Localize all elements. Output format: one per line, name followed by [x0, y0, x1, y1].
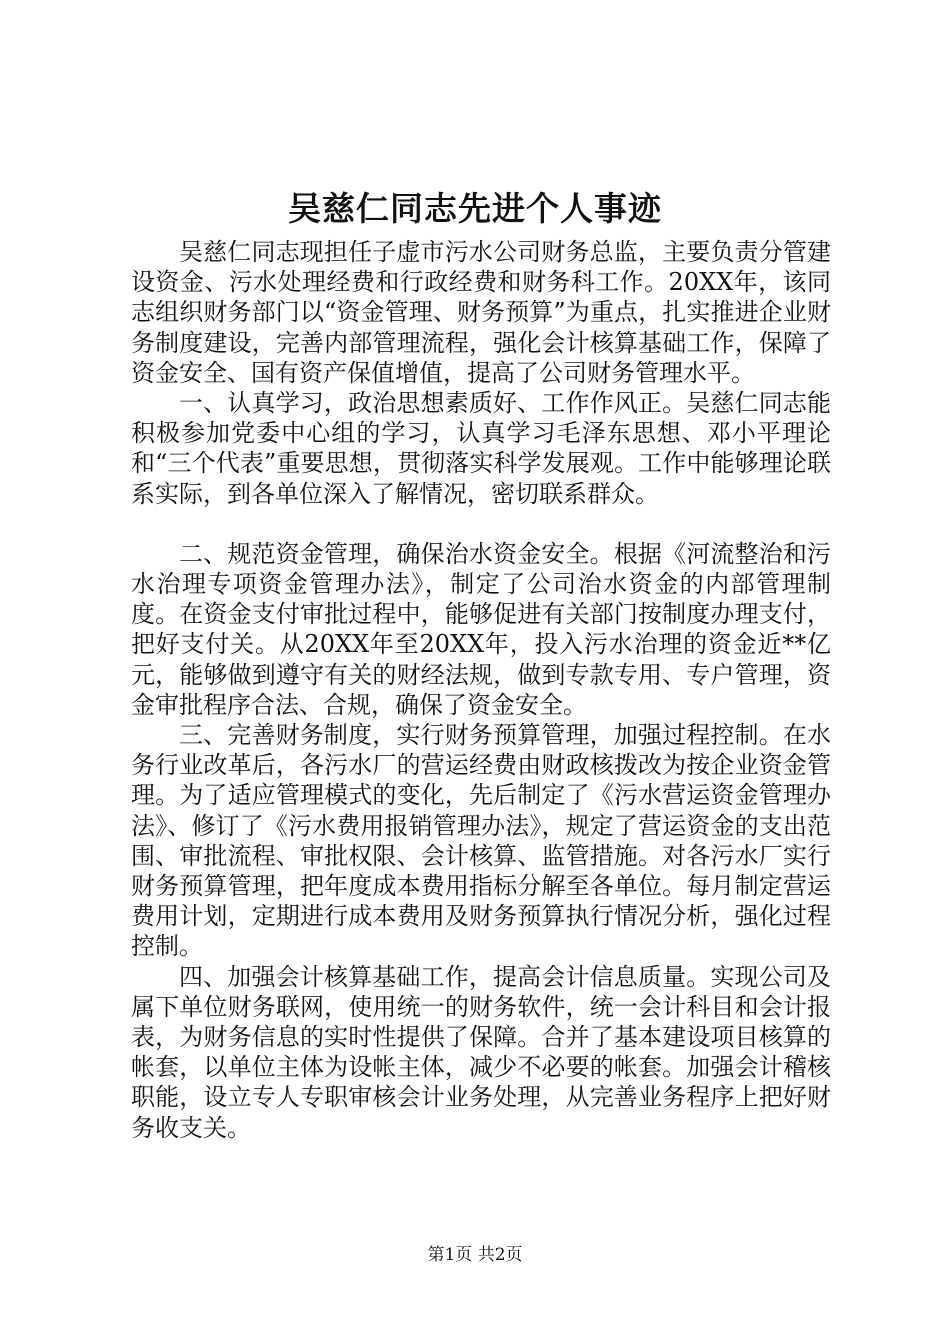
- section-2-paragraph: 二、规范资金管理，确保治水资金安全。根据《河流整治和污水治理专项资金管理办法》，制定了公司治水资金的内部管理制度。在资金支付审批过程中，能够促进有关部门按制度办理支付，把好支付关。从20XX年至20XX年，投入污水治理的资金近**亿元，能够做到遵守有关的财经法规，做到专款专用、专户管理，资金审批程序合法、合规，确保了资金安全。: [131, 539, 831, 719]
- section-4-paragraph: 四、加强会计核算基础工作，提高会计信息质量。实现公司及属下单位财务联网，使用统一的财务软件，统一会计科目和会计报表，为财务信息的实时性提供了保障。合并了基本建设项目核算的帐套，以单位主体为设帐主体，减少不必要的帐套。加强会计稽核职能，设立专人专职审核会计业务处理，从完善业务程序上把好财务收支关。: [131, 962, 831, 1142]
- document-body: [131, 237, 831, 1143]
- section-1-paragraph: 一、认真学习，政治思想素质好、工作作风正。吴慈仁同志能积极参加党委中心组的学习，认真学习毛泽东思想、邓小平理论和“三个代表”重要思想，贯彻落实科学发展观。工作中能够理论联系实际，到各单位深入了解情况，密切联系群众。: [131, 389, 831, 508]
- page-number-footer: 第1页 共2页: [427, 1245, 523, 1265]
- document-title: 吴慈仁同志先进个人事迹: [288, 189, 662, 228]
- section-3-paragraph: 三、完善财务制度，实行财务预算管理，加强过程控制。在水务行业改革后，各污水厂的营运经费由财政核拨改为按企业资金管理。为了适应管理模式的变化，先后制定了《污水营运资金管理办法》、修订了《污水费用报销管理办法》，规定了营运资金的支出范围、审批流程、审批权限、会计核算、监管措施。对各污水厂实行财务预算管理，把年度成本费用指标分解至各单位。每月制定营运费用计划，定期进行成本费用及财务预算执行情况分析，强化过程控制。: [131, 721, 831, 961]
- intro-paragraph: 吴慈仁同志现担任子虚市污水公司财务总监，主要负责分管建设资金、污水处理经费和行政经费和财务科工作。20XX年，该同志组织财务部门以“资金管理、财务预算”为重点，扎实推进企业财务制度建设，完善内部管理流程，强化会计核算基础工作，保障了资金安全、国有资产保值增值，提高了公司财务管理水平。: [131, 238, 831, 387]
